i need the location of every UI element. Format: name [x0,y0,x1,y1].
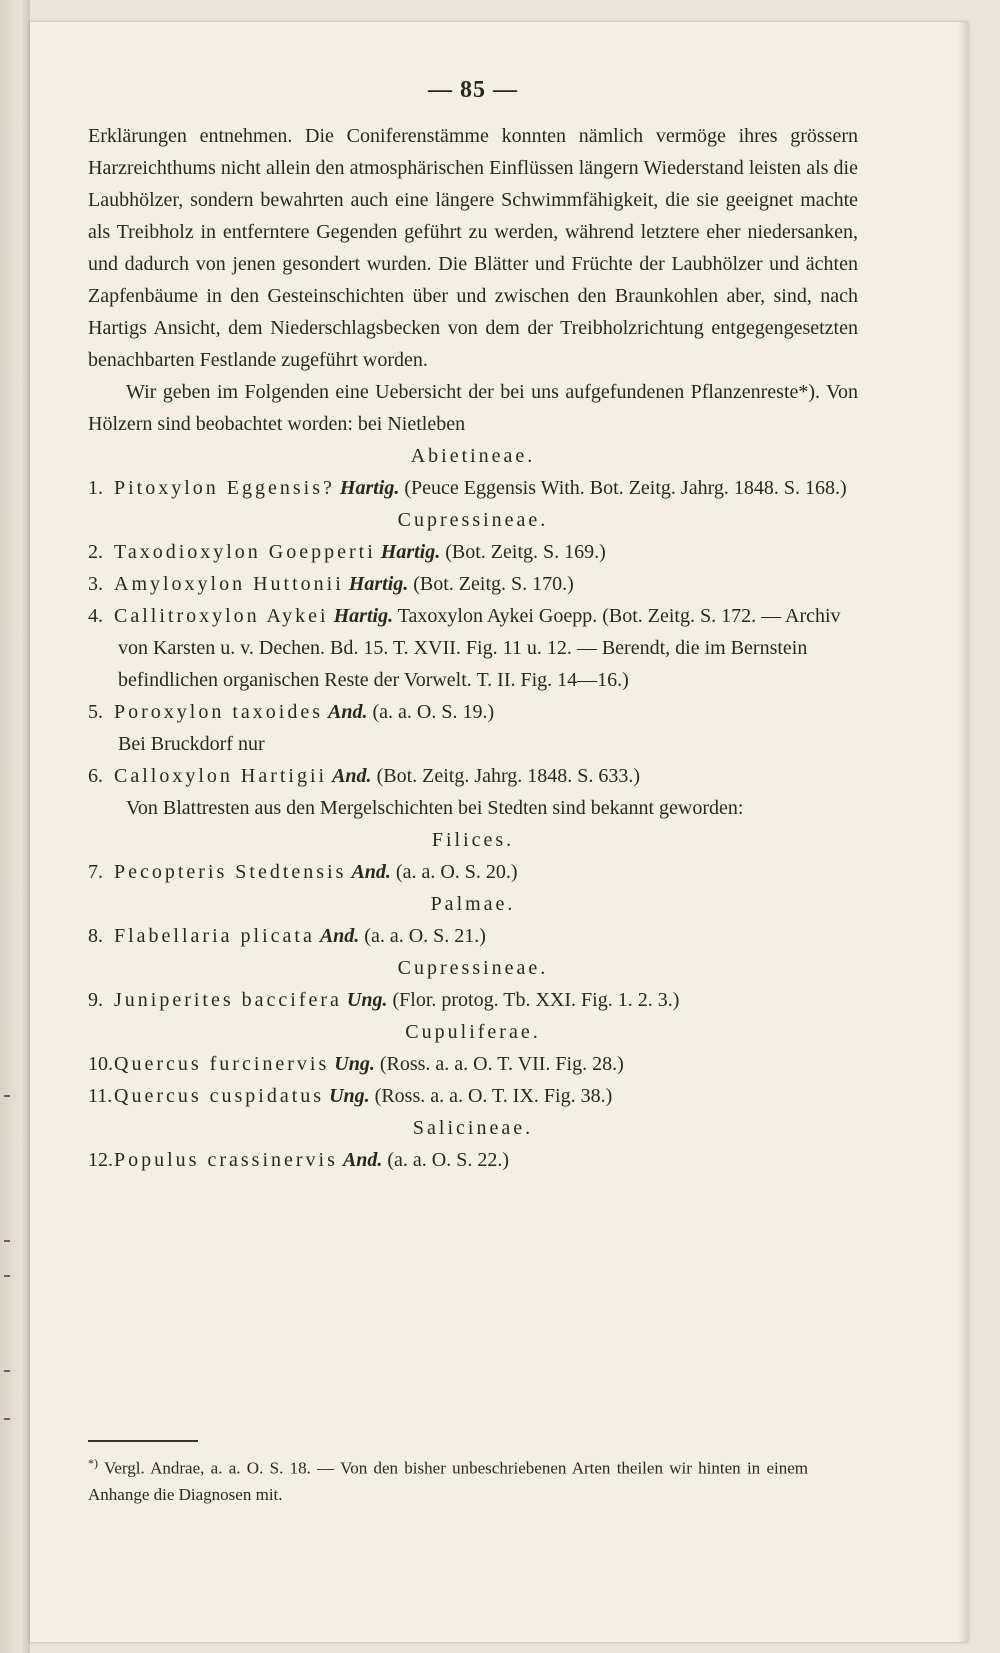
species-entry [88,568,858,600]
species-reference: (Peuce Eggensis With. Bot. Zeitg. Jahrg. 1848. S. 168.) [404,477,847,499]
species-entry [88,472,858,504]
entry-number: 11. [88,1085,113,1107]
species-name: Populus crassinervis [114,1149,338,1171]
family-heading: Cupressineae. [397,509,549,531]
species-entry [88,856,858,888]
edge-mark [4,1418,10,1420]
page-number: — 85 — [428,77,518,103]
species-reference: (Bot. Zeitg. Jahrg. 1848. S. 633.) [376,765,641,787]
entry-number: 10. [88,1053,113,1075]
species-name: Amyloxylon Huttonii [114,573,344,595]
entry-number: 3. [88,573,103,595]
species-entry [88,920,858,952]
species-author: And. [342,1149,383,1171]
species-entry [88,1144,858,1176]
entry-number: 1. [88,477,103,499]
entry-number: 8. [88,925,103,947]
species-entry [88,760,858,792]
species-entry [88,984,858,1016]
species-reference: (Flor. protog. Tb. XXI. Fig. 1. 2. 3.) [392,989,680,1011]
species-author: Hartig. [333,605,394,627]
footnote-text: Vergl. Andrae, a. a. O. S. 18. — Von den bisher unbeschriebenen Arten theilen wir hinten in einem Anhange die Diagnosen mit. [88,1458,808,1504]
species-reference: (a. a. O. S. 20.) [395,861,518,883]
species-name: Callitroxylon Aykei [114,605,329,627]
family-heading: Salicineae. [412,1117,534,1139]
page-content [88,74,858,1176]
species-author: Ung. [346,989,388,1011]
species-name: Quercus furcinervis [114,1053,330,1075]
family-heading: Cupuliferae. [405,1021,541,1043]
species-author: Hartig. [348,573,409,595]
species-name: Juniperites baccifera [114,989,342,1011]
species-author: Hartig. [339,477,400,499]
species-entry [88,696,858,728]
species-reference: (Bot. Zeitg. S. 170.) [413,573,574,595]
entry-number: 2. [88,541,103,563]
species-entry [88,1048,858,1080]
species-reference: (Bot. Zeitg. S. 169.) [445,541,606,563]
species-reference: (a. a. O. S. 22.) [387,1149,509,1171]
footnote-marker: *) [88,1456,98,1470]
family-heading: Palmae. [430,893,516,915]
species-name: Poroxylon taxoides [114,701,323,723]
species-name: Quercus cuspidatus [114,1085,325,1107]
overview-paragraph: Wir geben im Folgenden eine Uebersicht der bei uns aufgefundenen Pflanzenreste*). Von Hölzern sind beobachtet worden: bei Nietleben [88,381,858,435]
footnote [88,1450,808,1508]
species-name: Flabellaria plicata [114,925,315,947]
species-entry [88,1080,858,1112]
species-reference: (Ross. a. a. O. T. IX. Fig. 38.) [374,1085,613,1107]
species-author: And. [328,701,368,723]
entry-number: 5. [88,701,103,723]
edge-mark [4,1095,10,1097]
species-author: Ung. [334,1053,375,1075]
species-reference: Taxoxylon Aykei Goepp. (Bot. Zeitg. S. 172. — Archiv von Karsten u. v. Dechen. Bd. 15. T. XVII. Fig. 11 u. 12. — Berendt, die im Bernstein befindlichen organischen Reste der Vorwelt. T. II. Fig. 14—16.) [118,605,841,691]
species-reference: (Ross. a. a. O. T. VII. Fig. 28.) [379,1053,624,1075]
species-reference: (a. a. O. S. 19.) [372,701,495,723]
species-name: Pitoxylon Eggensis? [114,477,335,499]
species-entry [88,600,858,696]
family-heading: Filices. [431,829,515,851]
entry-number: 6. [88,765,103,787]
stedten-paragraph: Von Blattresten aus den Mergelschichten bei Stedten sind bekannt geworden: [126,797,744,819]
species-name: Taxodioxylon Goepperti [114,541,376,563]
species-author: Ung. [329,1085,370,1107]
species-reference: (a. a. O. S. 21.) [364,925,486,947]
species-entry [88,536,858,568]
edge-mark [4,1370,10,1372]
locality-note: Bei Bruckdorf nur [118,733,265,755]
species-author: And. [319,925,360,947]
species-author: Hartig. [380,541,441,563]
adjacent-page-edge [0,0,30,1653]
book-page [30,22,968,1642]
intro-paragraph: Erklärungen entnehmen. Die Coniferenstämme konnten nämlich vermöge ihres grössern Harzreichthums nicht allein den atmosphärischen Einflüssen längern Wiederstand leisten als die Laubhölzer, sondern bewahrten auch eine längere Schwimmfähigkeit, die sie geeignet machte als Treibholz in entferntere Gegenden geführt zu werden, während letztere eher niedersanken, und dadurch von jenen gesondert wurden. Die Blätter und Früchte der Laubhölzer und ächten Zapfenbäume in den Gesteinschichten über und zwischen den Braunkohlen aber, sind, nach Hartigs Ansicht, dem Niederschlagsbecken von dem der Treibholzrichtung entgegengesetzten benachbarten Festlande zugeführt worden. [88,125,858,371]
entry-number: 4. [88,605,103,627]
family-heading: Cupressineae. [397,957,549,979]
species-author: And. [332,765,372,787]
edge-mark [4,1275,10,1277]
edge-mark [4,1240,10,1242]
species-author: And. [351,861,391,883]
species-name: Calloxylon Hartigii [114,765,328,787]
entry-number: 7. [88,861,103,883]
species-name: Pecopteris Stedtensis [114,861,347,883]
entry-number: 12. [88,1149,113,1171]
family-heading: Abietineae. [410,445,536,467]
entry-number: 9. [88,989,103,1011]
footnote-rule [88,1440,198,1442]
